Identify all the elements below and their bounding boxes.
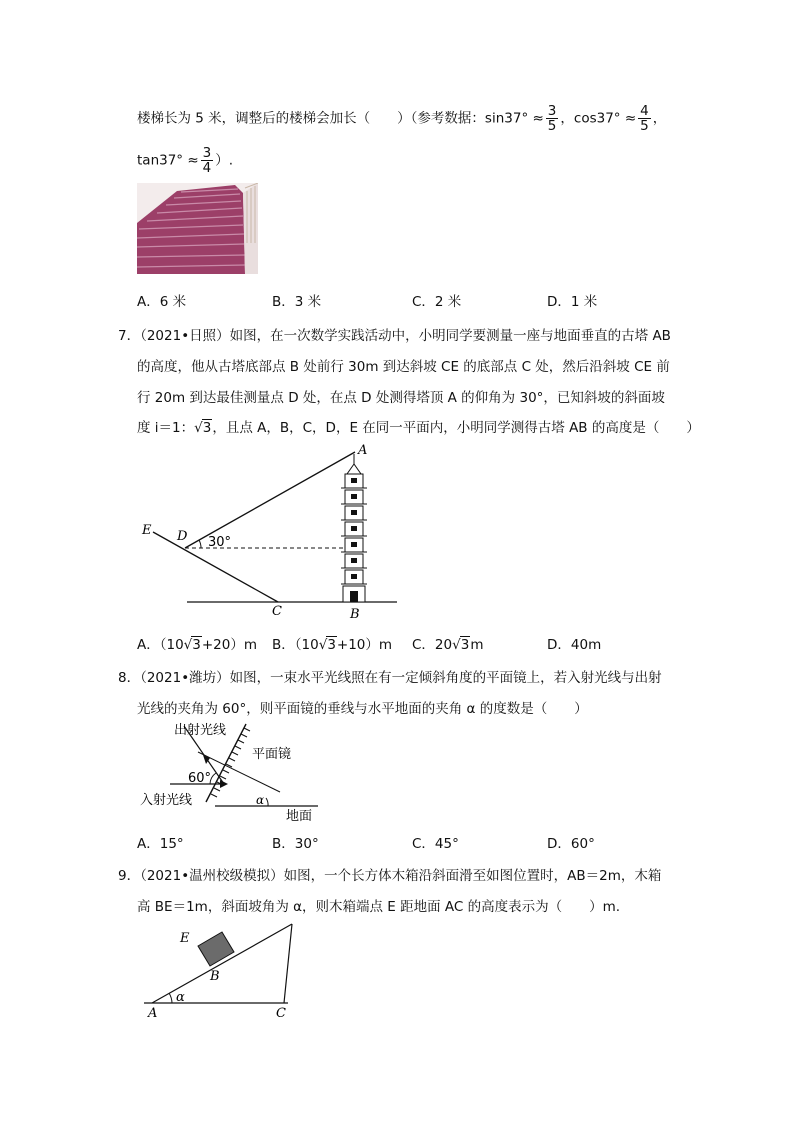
- q6-line1-text: 楼梯长为 5 米，调整后的楼梯会加长（ ）（参考数据：sin37° ≈: [137, 110, 544, 127]
- q8-text-line-2: 光线的夹角为 60°，则平面镜的垂线与水平地面的夹角 α 的度数是（ ）: [137, 701, 588, 717]
- label-d: D: [177, 529, 188, 544]
- q8-option-d: D．60°: [547, 836, 595, 852]
- q9-box-slope-figure: [138, 918, 308, 1024]
- q6-option-d: D．1 米: [547, 294, 598, 310]
- q7-text-line-3: 行 20m 到达最佳测量点 D 处，在点 D 处测得塔顶 A 的仰角为 30°，已知斜坡的斜面坡: [137, 390, 665, 406]
- cos-fraction: $\frac{4}{5}$: [640, 103, 649, 134]
- label-c: C: [276, 1006, 286, 1021]
- staircase-photo: [137, 183, 258, 274]
- wooden-box: [198, 932, 234, 966]
- q6-option-b: B．3 米: [272, 294, 322, 310]
- q7-text-line-1: 7．（2021•日照）如图，在一次数学实践活动中，小明同学要测量一座与地面垂直的古塔 AB: [118, 328, 671, 344]
- q6-text-line-1: 楼梯长为 5 米，调整后的楼梯会加长（ ）（参考数据：sin37° ≈ $\frac{3}{5}$ ，cos37° ≈ $\frac{4}{5}$ ，: [137, 103, 667, 134]
- label-b: B: [210, 969, 220, 984]
- label-outgoing-ray: 出射光线: [174, 723, 227, 738]
- label-e: E: [142, 523, 152, 538]
- q7-pagoda-figure: [135, 440, 410, 622]
- q6-option-c: C．2 米: [412, 294, 462, 310]
- q6-text-line-2: tan37° ≈ $\frac{3}{4}$ ）.: [137, 145, 234, 176]
- sin-fraction: $\frac{3}{5}$: [547, 103, 557, 134]
- label-mirror: 平面镜: [252, 747, 292, 762]
- q7-option-d: D．40m: [547, 637, 602, 653]
- q8-text-line-1: 8．（2021•潍坊）如图，一束水平光线照在有一定倾斜角度的平面镜上，若入射光线与出射: [118, 670, 662, 686]
- tan-fraction: $\frac{3}{4}$: [202, 145, 212, 176]
- q8-option-c: C．45°: [412, 836, 459, 852]
- q8-option-a: A．15°: [137, 836, 184, 852]
- label-a: A: [358, 443, 368, 458]
- cos-label: ，cos37° ≈: [560, 110, 637, 127]
- q9-text-line-1: 9．（2021•温州校级模拟）如图，一个长方体木箱沿斜面滑至如图位置时，AB＝2m，木箱: [118, 868, 662, 884]
- label-alpha: α: [176, 990, 185, 1005]
- label-incident-ray: 入射光线: [140, 793, 193, 808]
- q7-option-c: C．20√3m: [412, 637, 484, 653]
- label-ground: 地面: [286, 809, 313, 824]
- label-b: B: [350, 607, 360, 622]
- label-c: C: [272, 604, 282, 619]
- tan-label: tan37° ≈: [137, 152, 199, 169]
- q7-option-a: A．（10√3+20）m: [137, 637, 258, 653]
- q7-text-line-2: 的高度，他从古塔底部点 B 处前行 30m 到达斜坡 CE 的底部点 C 处，然后沿斜坡 CE 前: [137, 359, 670, 375]
- sight-line: [185, 452, 355, 548]
- label-a: A: [148, 1006, 158, 1021]
- label-60deg: 60°: [188, 771, 212, 786]
- q7-text-line-4: 度 i＝1：√3，且点 A，B，C，D，E 在同一平面内，小明同学测得古塔 AB 的高度是（ ）: [137, 420, 700, 436]
- q8-mirror-figure: [140, 718, 330, 824]
- q6-option-a: A．6 米: [137, 294, 187, 310]
- label-30deg: 30°: [208, 535, 232, 550]
- q8-option-b: B．30°: [272, 836, 319, 852]
- q7-option-b: B．（10√3+10）m: [272, 637, 393, 653]
- label-e: E: [180, 931, 190, 946]
- q9-text-line-2: 高 BE＝1m，斜面坡角为 α，则木箱端点 E 距地面 AC 的高度表示为（ ）m.: [137, 899, 621, 915]
- label-alpha: α: [256, 793, 265, 807]
